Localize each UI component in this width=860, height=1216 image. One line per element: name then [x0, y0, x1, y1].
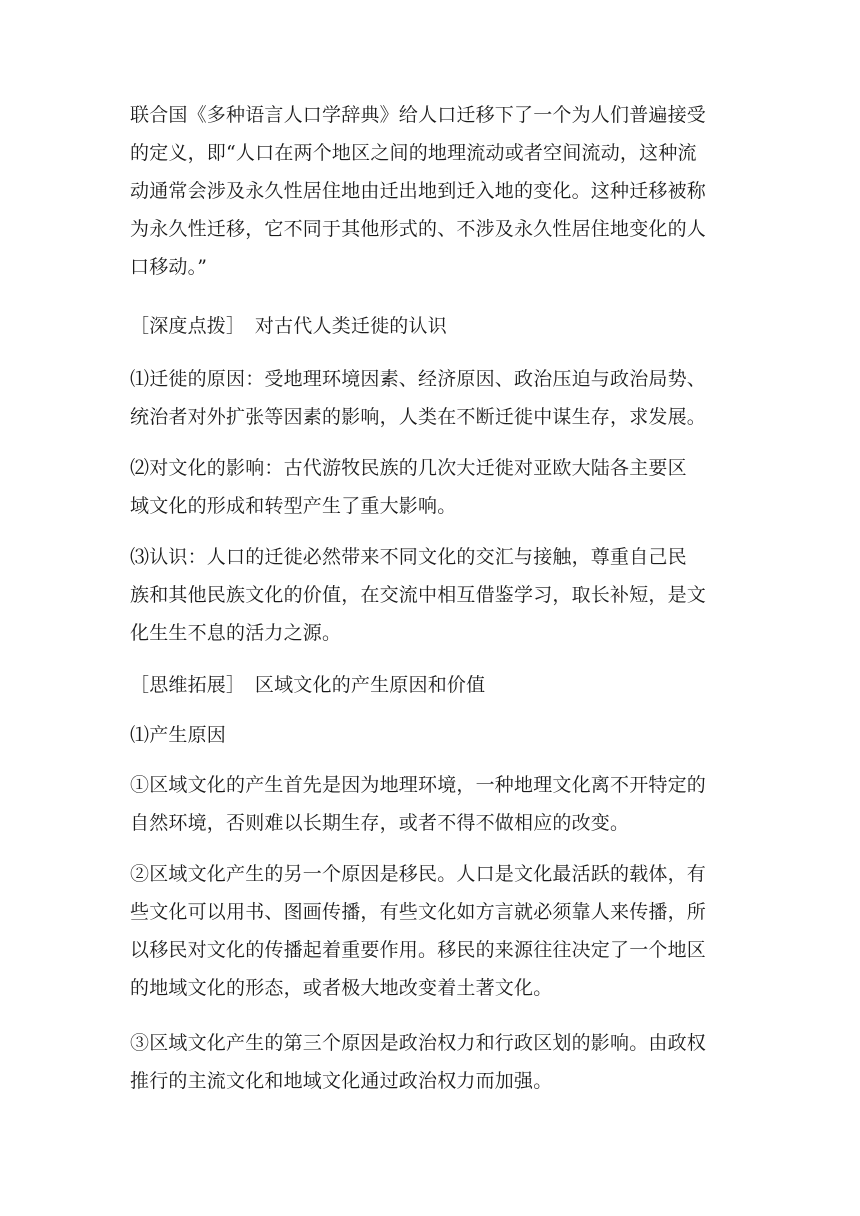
depth-point-1: [130, 360, 734, 436]
text-line: ⑴产生原因: [130, 724, 227, 746]
text-line: ⑴迁徙的原因：受地理环境因素、经济原因、政治压迫与政治局势、: [130, 368, 707, 390]
think-point-1: [130, 716, 734, 754]
text-line: 推行的主流文化和地域文化通过政治权力而加强。: [130, 1070, 553, 1092]
reason-3: [130, 1024, 734, 1100]
text-line: ①区域文化的产生首先是因为地理环境，一种地理文化离不开特定的: [130, 774, 707, 796]
text-line: 为永久性迁移，它不同于其他形式的、不涉及永久性居住地变化的人: [130, 218, 707, 240]
depth-point-3: [130, 538, 734, 652]
text-line: 以移民对文化的传播起着重要作用。移民的来源往往决定了一个地区: [130, 939, 707, 961]
section-heading: ［思维拓展］ 区域文化的产生原因和价值: [130, 674, 486, 696]
text-line: ②区域文化产生的另一个原因是移民。人口是文化最活跃的载体，有: [130, 863, 707, 885]
text-line: 域文化的形成和转型产生了重大影响。: [130, 495, 457, 517]
text-line: 族和其他民族文化的价值，在交流中相互借鉴学习，取长补短，是文: [130, 584, 707, 606]
text-line: ⑵对文化的影响：古代游牧民族的几次大迁徙对亚欧大陆各主要区: [130, 457, 687, 479]
text-line: 的地域文化的形态，或者极大地改变着土著文化。: [130, 977, 553, 999]
think-heading: [130, 666, 734, 704]
text-line: 的定义，即“人口在两个地区之间的地理流动或者空间流动，这种流: [130, 142, 697, 164]
intro-paragraph: [130, 96, 734, 286]
text-line: 口移动。”: [130, 256, 208, 278]
text-line: 动通常会涉及永久性居住地由迁出地到迁入地的变化。这种迁移被称: [130, 180, 707, 202]
depth-point-2: [130, 449, 734, 525]
text-line: 统治者对外扩张等因素的影响，人类在不断迁徙中谋生存，求发展。: [130, 406, 707, 428]
text-line: ⑶认识：人口的迁徙必然带来不同文化的交汇与接触，尊重自己民: [130, 546, 687, 568]
text-line: ③区域文化产生的第三个原因是政治权力和行政区划的影响。由政权: [130, 1032, 707, 1054]
depth-heading: [130, 307, 734, 345]
text-line: 化生生不息的活力之源。: [130, 622, 342, 644]
reason-1: [130, 766, 734, 842]
text-line: 联合国《多种语言人口学辞典》给人口迁移下了一个为人们普遍接受: [130, 104, 707, 126]
text-line: 些文化可以用书、图画传播，有些文化如方言就必须靠人来传播，所: [130, 901, 707, 923]
text-line: 自然环境，否则难以长期生存，或者不得不做相应的改变。: [130, 812, 630, 834]
section-heading: ［深度点拨］ 对古代人类迁徙的认识: [130, 315, 447, 337]
reason-2: [130, 855, 734, 1007]
